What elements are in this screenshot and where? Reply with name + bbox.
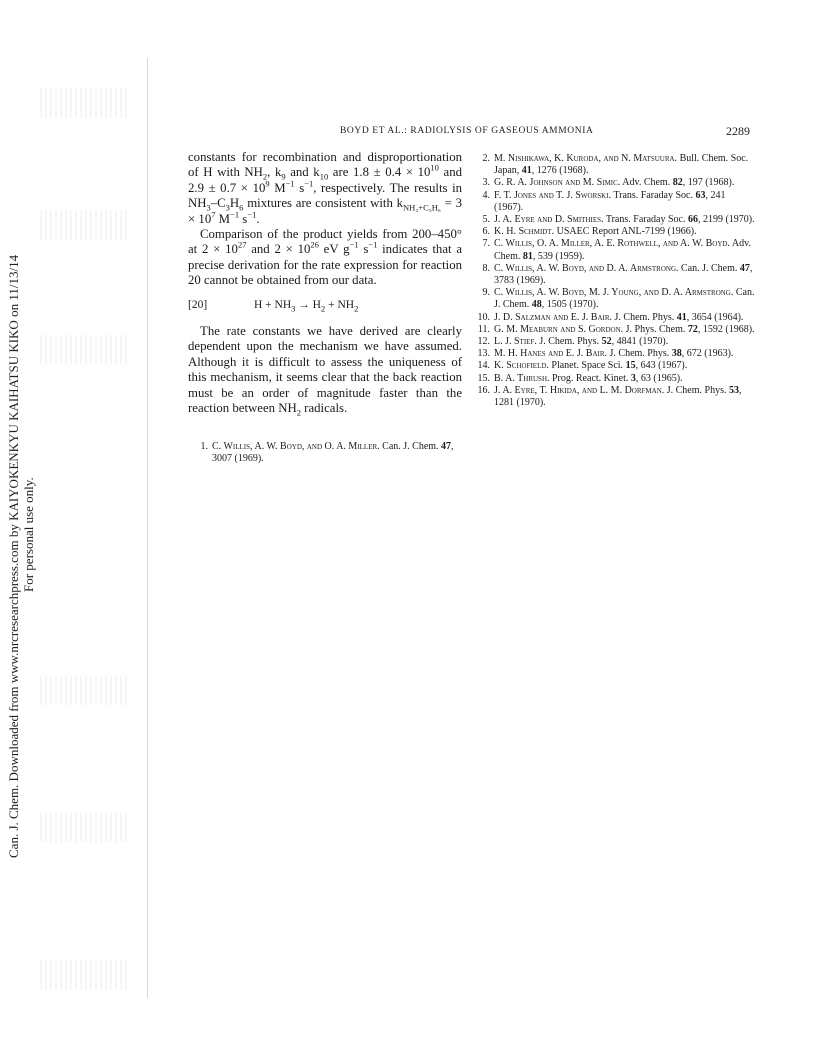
left-column: [188, 150, 462, 465]
reference-item: 6. K. H. Schmidt. USAEC Report ANL-7199 (1966).: [482, 226, 697, 238]
running-head: BOYD ET AL.: RADIOLYSIS OF GASEOUS AMMONIA: [340, 126, 594, 136]
paragraph-product-yields: Comparison of the product yields from 200–450° at $2 \times 10^{27}$ and $2 \times 10^{26}$ eV $g^{-1}$ $s^{-1}$ indicates that a precise derivation for the rate expression for reaction 20 cannot be obtained from our data.: [188, 227, 462, 288]
equation-number: [20]: [188, 298, 208, 311]
reference-item: 10. J. D. Salzman and E. J. Bair. J. Chem. Phys. 41, 3654 (1964).: [477, 311, 744, 323]
reference-item: 14. K. Schofield. Planet. Space Sci. 15, 643 (1967).: [477, 360, 688, 372]
gutter-rule: [147, 58, 148, 998]
watermark-line-source: Can. J. Chem. Downloaded from www.nrcresearchpress.com by KAIYOKENKYU KAIHATSU KIKO on 11/13/14: [6, 254, 21, 858]
scan-noise: [40, 675, 130, 705]
reference-list-left: [188, 441, 462, 465]
reference-item: 3. G. R. A. Johnson and M. Simic. Adv. Chem. 82, 197 (1968).: [482, 177, 735, 189]
reference-item: 8. C. Willis, A. W. Boyd, and D. A. Armstrong. Can. J. Chem. 47, 3783 (1969).: [482, 262, 753, 287]
page-number: 2289: [726, 124, 750, 138]
scan-noise: [40, 88, 130, 118]
reference-item: 7. C. Willis, O. A. Miller, A. E. Rothwell, and A. W. Boyd. Adv. Chem. 81, 539 (1959).: [482, 238, 751, 262]
scan-noise: [40, 210, 130, 240]
reference-item: 15. B. A. Thrush. Prog. React. Kinet. 3, 63 (1965).: [477, 372, 683, 384]
download-watermark: [0, 0, 40, 1055]
reference-item: 12. L. J. Stief. J. Chem. Phys. 52, 4841 (1970).: [477, 336, 669, 348]
reference-item: 16. J. A. Eyre, T. Hikida, and L. M. Dorfman. J. Chem. Phys. 53, 1281 (1970).: [477, 384, 742, 409]
paragraph-rate-constants: constants for recombination and disproportionation of H with $NH_2$, $k_9$ and $k_{10}$ are $1.8 \pm 0.4 \times 10^{10}$ and $2.9 \pm 0.7 \times 10^9$ $M^{-1}$ $s^{-1}$, respectively. The results in $NH_3-C_3H_6$ mixtures are consistent with $k_{NH_2+C_3H_6} = 3 \times 10^7$ $M^{-1}$ $s^{-1}$.: [188, 150, 463, 226]
reference-item: 9. C. Willis, A. W. Boyd, M. J. Young, and D. A. Armstrong. Can. J. Chem. 48, 1505 (1970).: [482, 287, 755, 311]
scan-noise: [40, 812, 130, 842]
reference-item: 11. G. M. Meaburn and S. Gordon. J. Phys. Chem. 72, 1592 (1968).: [477, 323, 755, 335]
reference-item: 4. F. T. Jones and T. J. Sworski. Trans. Faraday Soc. 63, 241 (1967).: [482, 189, 726, 213]
scan-noise: [40, 335, 130, 365]
reference-list-right: [470, 153, 755, 409]
watermark-line-personal-use: For personal use only.: [21, 477, 36, 592]
equation-body: $H + NH_3 \to H_2 + NH_2$: [254, 298, 359, 313]
reference-item: 5. J. A. Eyre and D. Smithies. Trans. Faraday Soc. 66, 2199 (1970).: [482, 214, 755, 226]
reference-item: 1. C. Willis, A. W. Boyd, and O. A. Miller. Can. J. Chem. 47, 3007 (1969).: [200, 440, 454, 464]
scan-noise: [40, 960, 130, 990]
reference-item: 2. M. Nishikawa, K. Kuroda, and N. Matsuura. Bull. Chem. Soc. Japan, 41, 1276 (1968).: [482, 153, 749, 177]
paragraph-mechanism: The rate constants we have derived are clearly dependent upon the mechanism we have assumed. Although it is difficult to assess the uniqueness of this mechanism, it seems clear that the back reaction must be an order of magnitude faster than the reaction between $NH_2$ radicals.: [188, 324, 462, 418]
reference-item: 13. M. H. Hanes and E. J. Bair. J. Chem. Phys. 38, 672 (1963).: [477, 348, 734, 360]
equation-20: [188, 298, 462, 313]
